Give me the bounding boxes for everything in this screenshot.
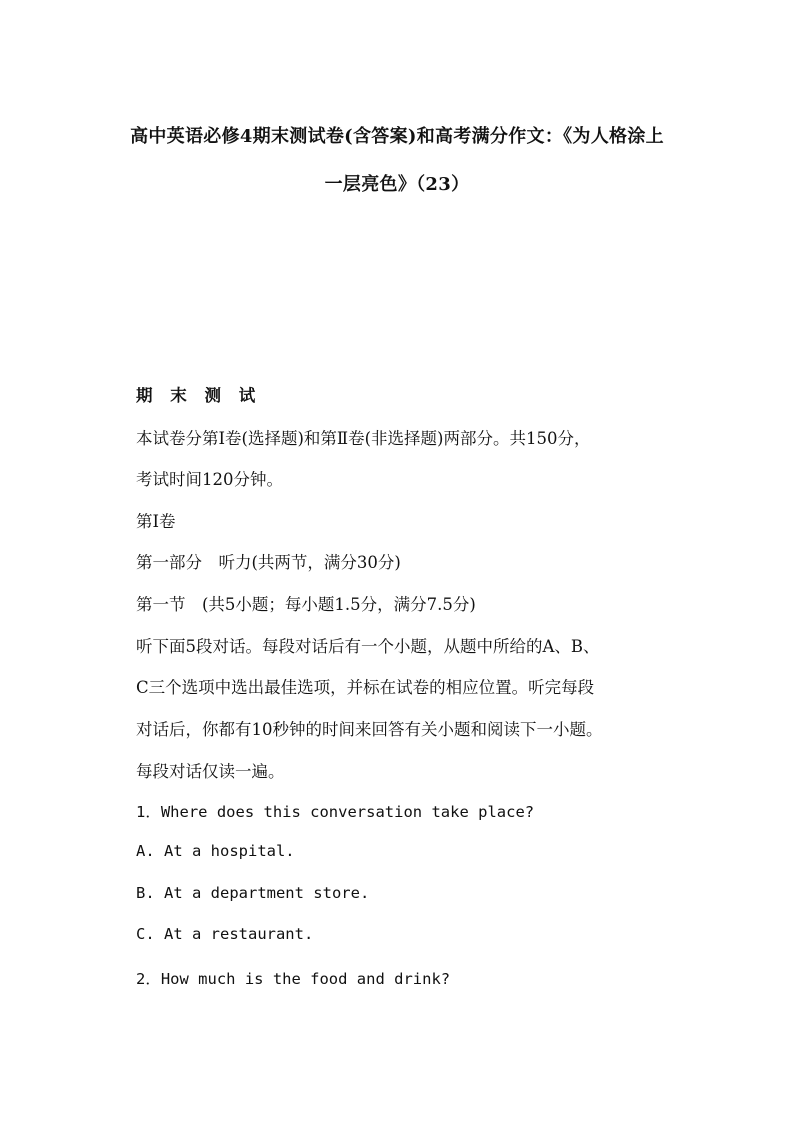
- question-1-option-b: B. At a department store.: [136, 884, 370, 902]
- question-1-option-a: A. At a hospital.: [136, 842, 295, 860]
- question-1: 1．Where does this conversation take place?: [136, 803, 535, 821]
- document-title-line-1: 高中英语必修4期末测试卷(含答案)和高考满分作文：《为人格涂上: [130, 126, 664, 147]
- section-1-heading: 第一节 (共5小题；每小题1.5分，满分7.5分): [136, 595, 476, 614]
- document-title-line-2: 一层亮色》（23）: [324, 174, 470, 195]
- section-heading: 期 末 测 试: [136, 386, 262, 405]
- instructions-line-3: 对话后，你都有10秒钟的时间来回答有关小题和阅读下一小题。: [136, 720, 603, 739]
- instructions-line-1: 听下面5段对话。每段对话后有一个小题，从题中所给的A、B、: [136, 637, 600, 656]
- question-2: 2．How much is the food and drink?: [136, 970, 451, 988]
- part-1-heading: 第一部分 听力(共两节，满分30分): [136, 553, 401, 572]
- intro-line-2: 考试时间120分钟。: [136, 470, 283, 489]
- instructions-line-2: C三个选项中选出最佳选项，并标在试卷的相应位置。听完每段: [136, 678, 595, 697]
- volume-label: 第Ⅰ卷: [136, 512, 176, 531]
- intro-line-1: 本试卷分第Ⅰ卷(选择题)和第Ⅱ卷(非选择题)两部分。共150分，: [136, 429, 591, 448]
- instructions-line-4: 每段对话仅读一遍。: [136, 762, 285, 781]
- question-1-option-c: C. At a restaurant.: [136, 925, 314, 943]
